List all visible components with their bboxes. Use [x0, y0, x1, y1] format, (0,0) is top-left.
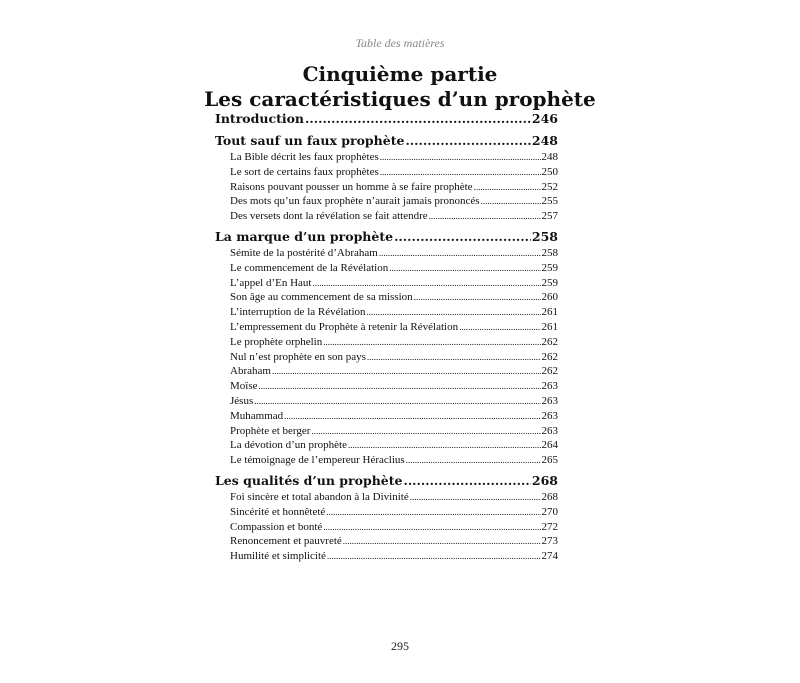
- toc-entry-page: 263: [541, 394, 558, 407]
- toc-subsection-entry: [215, 290, 558, 305]
- toc-entry-title: Le témoignage de l’empereur Héraclius: [230, 454, 405, 467]
- dot-leader: [405, 132, 530, 150]
- dot-leader: [343, 534, 541, 549]
- part-title: Cinquième partie: [302, 62, 498, 86]
- toc-entry-title: Des versets dont la révélation se fait attendre: [230, 210, 428, 223]
- toc-entry-page: 262: [541, 350, 558, 363]
- dot-leader: [394, 228, 531, 246]
- toc-subsection-entry: [215, 490, 558, 505]
- toc-entry-page: 246: [531, 111, 558, 126]
- toc-entry-page: 268: [531, 472, 558, 488]
- toc-section-entry: [215, 132, 558, 150]
- dot-leader: [284, 409, 540, 424]
- toc-subsection-entry: [215, 261, 558, 276]
- dot-leader: [327, 549, 541, 564]
- toc-entry-page: 263: [541, 424, 558, 437]
- toc-entry-page: 268: [541, 490, 558, 503]
- toc-entry-page: 263: [541, 409, 558, 422]
- dot-leader: [379, 246, 541, 261]
- toc-entry-page: 273: [541, 535, 558, 548]
- dot-leader: [254, 394, 540, 409]
- toc-subsection-entry: [215, 180, 558, 195]
- toc-entry-title: Sincérité et honnêteté: [230, 505, 326, 518]
- toc-subsection-entry: [215, 549, 558, 564]
- toc-subsection-entry: [215, 520, 558, 535]
- toc-section-entry: [215, 110, 558, 128]
- toc-subsection-entry: [215, 409, 558, 424]
- toc-entry-title: Moïse: [230, 380, 258, 393]
- toc-entry-title: Des mots qu’un faux prophète n’aurait jamais prononcés: [230, 195, 480, 208]
- toc-entry-page: 259: [541, 261, 558, 274]
- toc-entry-title: Foi sincère et total abandon à la Divinité: [230, 490, 409, 503]
- toc-subsection-entry: [215, 246, 558, 261]
- toc-entry-title: Prophète et berger: [230, 424, 311, 437]
- dot-leader: [348, 438, 541, 453]
- toc-entry-title: Abraham: [230, 365, 271, 378]
- dot-leader: [414, 290, 541, 305]
- toc-entry-page: 262: [541, 335, 558, 348]
- toc-entry-title: Nul n’est prophète en son pays: [230, 350, 366, 363]
- toc-entry-title: Son âge au commencement de sa mission: [230, 291, 413, 304]
- toc-subsection-entry: [215, 534, 558, 549]
- dot-leader: [305, 110, 531, 128]
- toc-entry-title: Le prophète orphelin: [230, 335, 323, 348]
- toc-entry-page: 255: [541, 195, 558, 208]
- toc-entry-page: 250: [541, 165, 558, 178]
- toc-entry-title: La Bible décrit les faux prophètes: [230, 151, 379, 163]
- toc-entry-page: 262: [541, 365, 558, 378]
- toc-entry-title: Introduction: [215, 111, 305, 126]
- toc-subsection-entry: [215, 320, 558, 335]
- toc-entry-page: 265: [541, 454, 558, 467]
- toc-entry-title: L’appel d’En Haut: [230, 276, 312, 289]
- toc-entry-title: La marque d’un prophète: [215, 228, 394, 244]
- dot-leader: [367, 350, 541, 365]
- toc-entry-title: Tout sauf un faux prophète: [215, 133, 405, 148]
- table-of-contents: [215, 110, 558, 564]
- dot-leader: [459, 320, 540, 335]
- toc-entry-page: 257: [541, 210, 558, 223]
- toc-entry-page: 248: [531, 133, 558, 148]
- page-number: 295: [391, 639, 409, 653]
- dot-leader: [326, 505, 540, 520]
- toc-subsection-entry: [215, 276, 558, 291]
- toc-entry-page: 274: [541, 550, 558, 563]
- toc-subsection-entry: [215, 379, 558, 394]
- toc-subsection-entry: [215, 335, 558, 350]
- toc-entry-page: 248: [541, 151, 558, 163]
- toc-subsection-entry: [215, 424, 558, 439]
- toc-subsection-entry: [215, 438, 558, 453]
- dot-leader: [429, 209, 541, 224]
- toc-subsection-entry: [215, 194, 558, 209]
- dot-leader: [259, 379, 541, 394]
- toc-entry-title: Raisons pouvant pousser un homme à se faire prophète: [230, 180, 473, 193]
- toc-entry-title: L’empressement du Prophète à retenir la Révélation: [230, 320, 459, 333]
- dot-leader: [311, 424, 540, 439]
- toc-entry-page: 258: [531, 228, 558, 244]
- dot-leader: [389, 261, 540, 276]
- toc-subsection-entry: [215, 505, 558, 520]
- toc-subsection-entry: [215, 150, 558, 165]
- toc-subsection-entry: [215, 209, 558, 224]
- dot-leader: [312, 276, 540, 291]
- toc-entry-page: 259: [541, 276, 558, 289]
- toc-entry-title: Jésus: [230, 394, 254, 407]
- toc-entry-title: L’interruption de la Révélation: [230, 306, 366, 319]
- toc-section-entry: [215, 228, 558, 246]
- toc-entry-page: 260: [541, 291, 558, 304]
- toc-subsection-entry: [215, 350, 558, 365]
- toc-entry-page: 258: [541, 246, 558, 259]
- dot-leader: [403, 472, 530, 490]
- toc-entry-page: 270: [541, 505, 558, 518]
- toc-entry-page: 261: [541, 306, 558, 319]
- dot-leader: [481, 194, 541, 209]
- toc-entry-page: 264: [541, 439, 558, 452]
- toc-entry-title: Le sort de certains faux prophètes: [230, 165, 379, 178]
- toc-entry-page: 252: [541, 180, 558, 193]
- dot-leader: [380, 150, 541, 165]
- dot-leader: [323, 520, 540, 535]
- toc-entry-title: Compassion et bonté: [230, 520, 323, 533]
- running-head: Table des matières: [355, 36, 445, 50]
- dot-leader: [323, 335, 540, 350]
- toc-entry-page: 272: [541, 520, 558, 533]
- dot-leader: [474, 180, 541, 195]
- dot-leader: [406, 453, 541, 468]
- dot-leader: [367, 305, 541, 320]
- toc-subsection-entry: [215, 165, 558, 180]
- toc-section-entry: [215, 472, 558, 490]
- toc-entry-page: 263: [541, 380, 558, 393]
- toc-subsection-entry: [215, 364, 558, 379]
- dot-leader: [272, 364, 541, 379]
- toc-entry-title: Les qualités d’un prophète: [215, 472, 403, 488]
- toc-entry-title: Muhammad: [230, 409, 284, 422]
- toc-entry-title: Sémite de la postérité d’Abraham: [230, 246, 378, 259]
- toc-subsection-entry: [215, 394, 558, 409]
- toc-entry-title: Humilité et simplicité: [230, 550, 326, 563]
- toc-entry-title: Renoncement et pauvreté: [230, 535, 342, 548]
- part-subtitle: Les caractéristiques d’un prophète: [204, 87, 596, 111]
- dot-leader: [410, 490, 541, 505]
- toc-entry-title: Le commencement de la Révélation: [230, 261, 389, 274]
- toc-subsection-entry: [215, 453, 558, 468]
- toc-subsection-entry: [215, 305, 558, 320]
- toc-entry-title: La dévotion d’un prophète: [230, 439, 347, 452]
- dot-leader: [380, 165, 541, 180]
- toc-entry-page: 261: [541, 320, 558, 333]
